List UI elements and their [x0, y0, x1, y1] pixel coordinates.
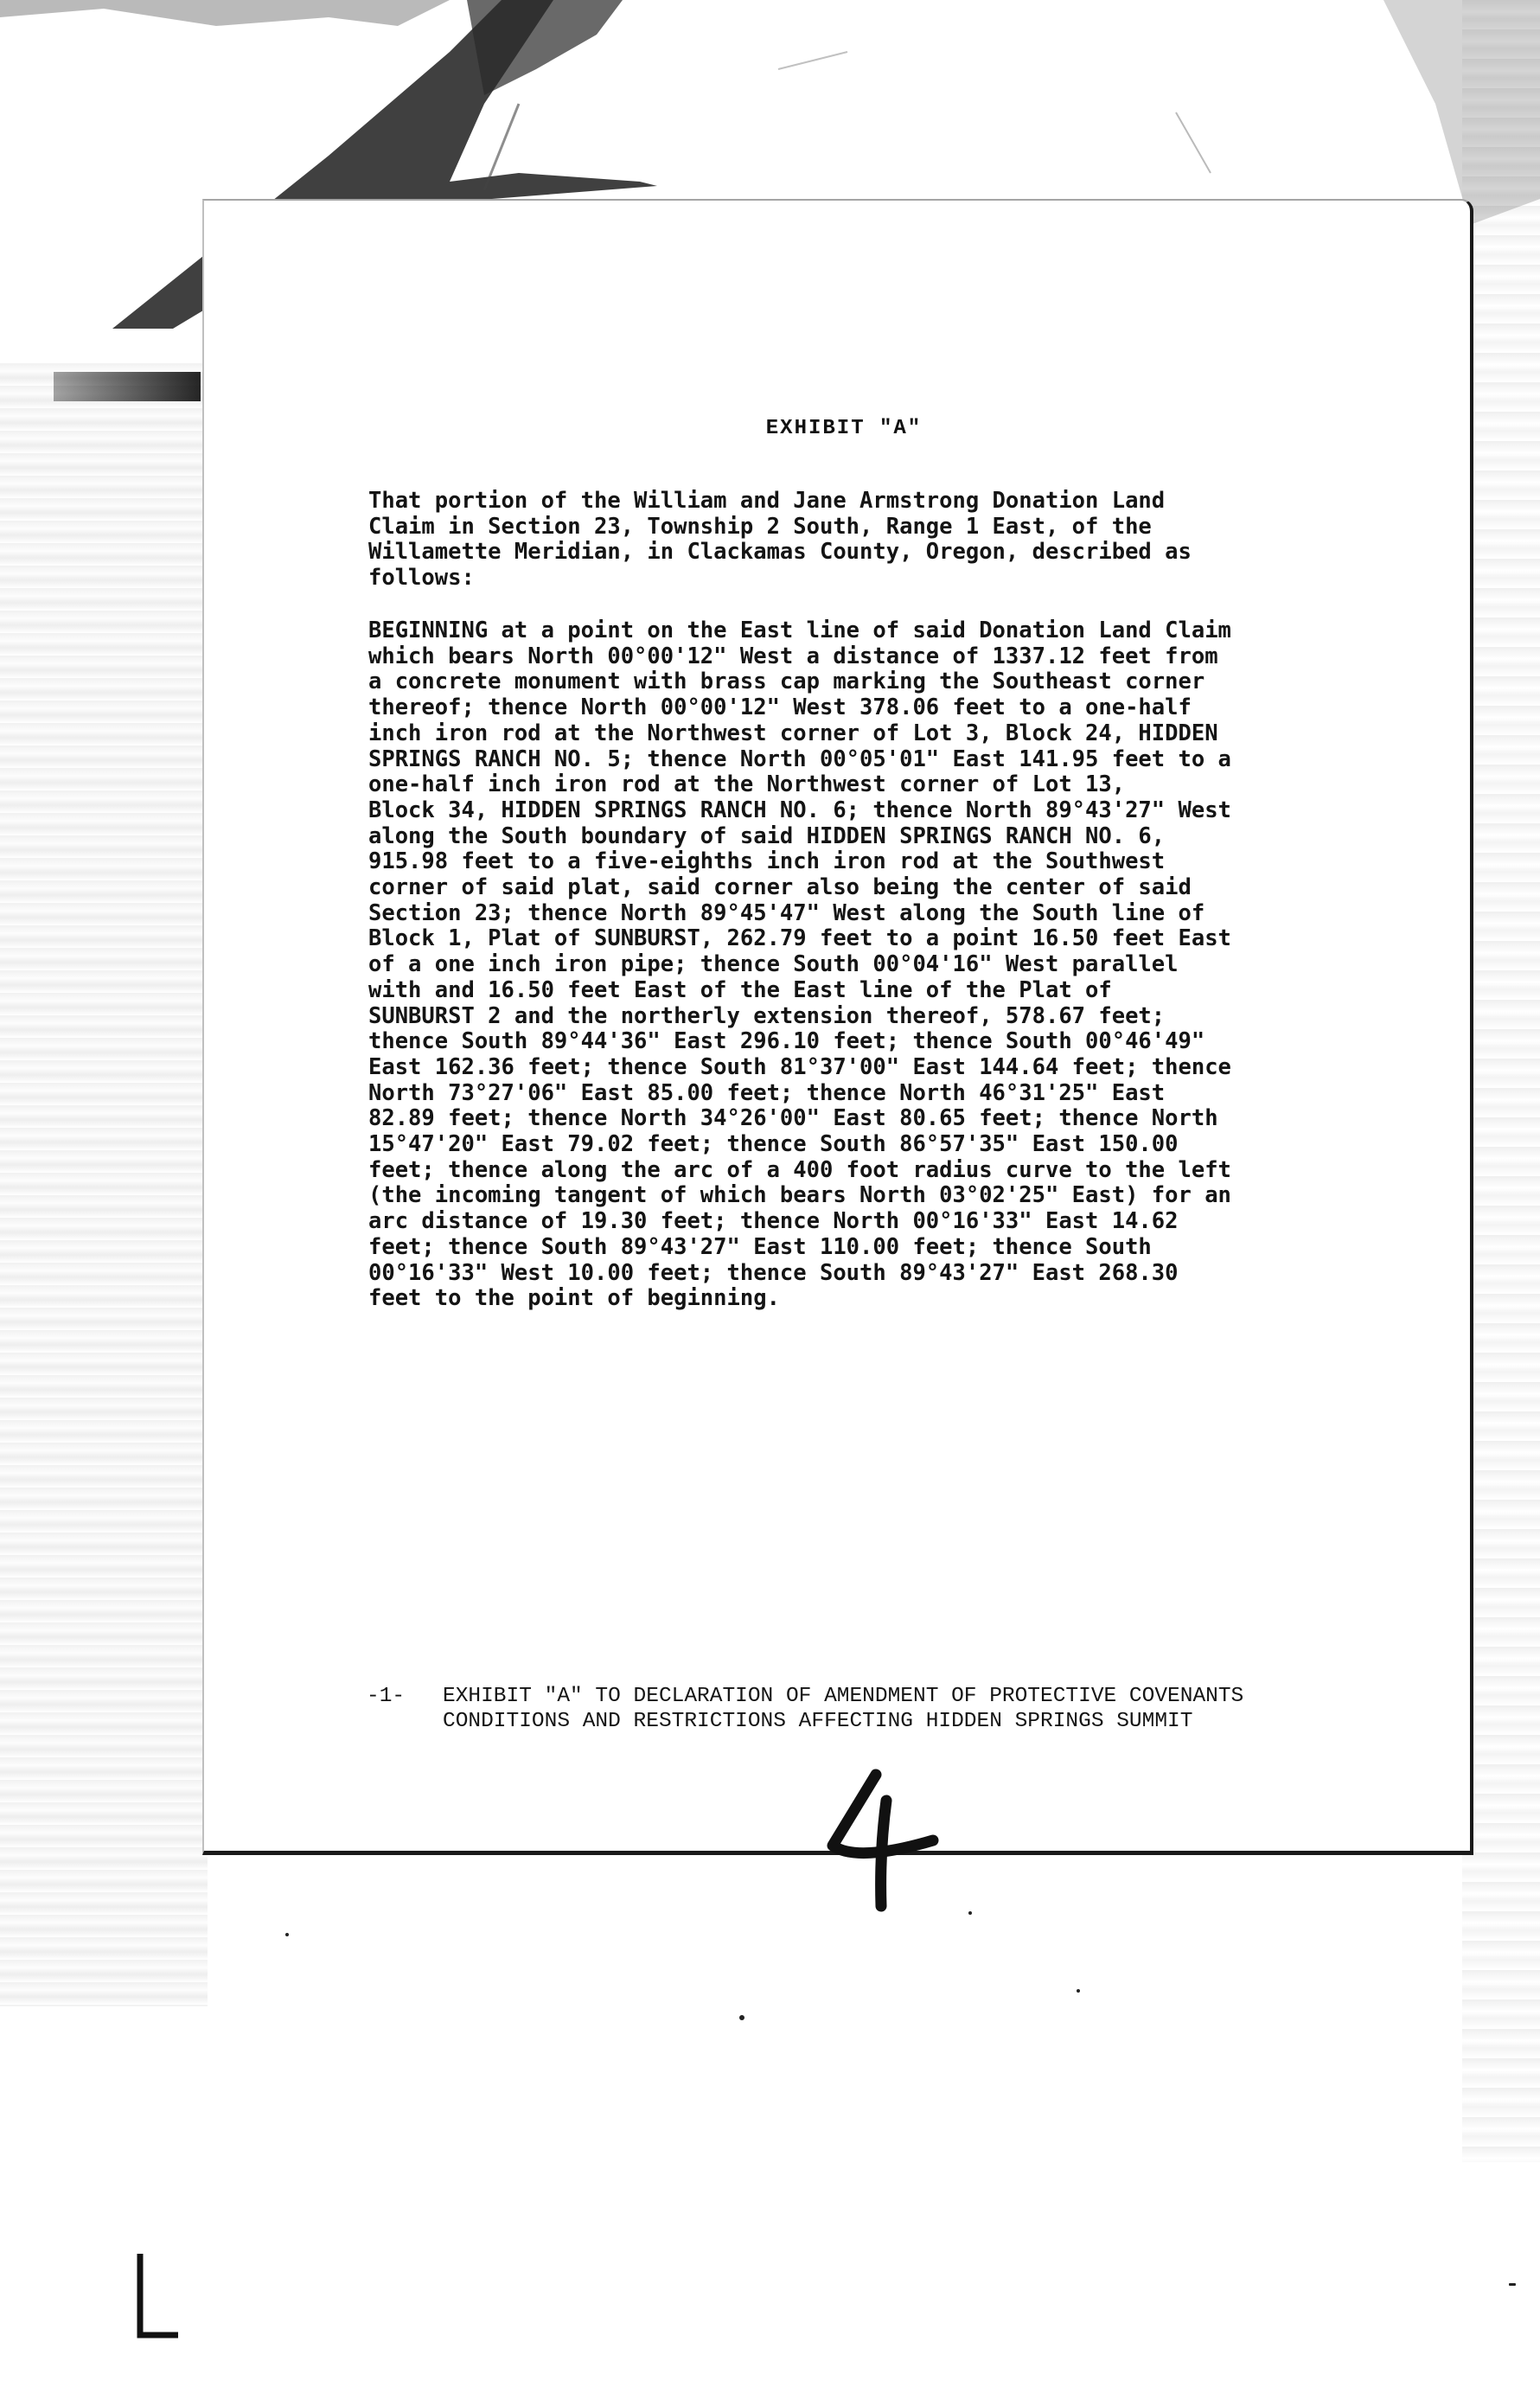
body-line: 15°47'20" East 79.02 feet; thence South 86°57'35" East 150.00 — [368, 1131, 1179, 1158]
exhibit-title: EXHIBIT "A" — [765, 417, 923, 440]
intro-paragraph — [368, 489, 1458, 592]
body-line: one-half inch iron rod at the Northwest corner of Lot 13, — [368, 771, 1126, 798]
legal-description-paragraph — [368, 618, 1458, 1312]
scan-speck — [968, 1911, 972, 1915]
scan-speck — [285, 1933, 289, 1936]
body-line: SUNBURST 2 and the northerly extension thereof, 578.67 feet; — [368, 1002, 1166, 1029]
body-line: feet; thence along the arc of a 400 foot radius curve to the left — [368, 1156, 1231, 1183]
scan-binding-bar — [54, 372, 201, 401]
scan-shadow-right — [1462, 0, 1540, 2162]
corner-bracket-mark — [130, 2249, 182, 2344]
body-line: a concrete monument with brass cap marking the Southeast corner — [368, 669, 1205, 695]
body-line: corner of said plat, said corner also being the center of said — [368, 874, 1192, 901]
body-line: arc distance of 19.30 feet; thence North 00°16'33" East 14.62 — [368, 1208, 1179, 1235]
scan-speck — [739, 2015, 744, 2020]
intro-line: Claim in Section 23, Township 2 South, Range 1 East, of the — [368, 513, 1152, 540]
body-line: thereof; thence North 00°00'12" West 378.06 feet to a one-half — [368, 694, 1192, 721]
body-line: Block 34, HIDDEN SPRINGS RANCH NO. 6; thence North 89°43'27" West — [368, 797, 1231, 823]
scan-speck — [1077, 1989, 1080, 1993]
body-line: 00°16'33" West 10.00 feet; thence South 89°43'27" East 268.30 — [368, 1259, 1179, 1286]
body-line: thence South 89°44'36" East 296.10 feet; thence South 00°46'49" — [368, 1028, 1205, 1055]
intro-line: That portion of the William and Jane Armstrong Donation Land — [368, 488, 1166, 514]
handwritten-page-mark — [822, 1766, 943, 1913]
body-line: feet; thence South 89°43'27" East 110.00 feet; thence South — [368, 1233, 1152, 1260]
body-line: North 73°27'06" East 85.00 feet; thence North 46°31'25" East — [368, 1079, 1166, 1106]
footer-caption-line: CONDITIONS AND RESTRICTIONS AFFECTING HIDDEN SPRINGS SUMMIT — [443, 1710, 1193, 1733]
body-line: feet to the point of beginning. — [368, 1285, 780, 1312]
body-line: 915.98 feet to a five-eighths inch iron rod at the Southwest — [368, 848, 1166, 875]
scan-shadow-left — [0, 363, 208, 2006]
body-line: BEGINNING at a point on the East line of said Donation Land Claim — [368, 617, 1231, 643]
footer-caption — [443, 1684, 1243, 1734]
body-line: East 162.36 feet; thence South 81°37'00" East 144.64 feet; thence — [368, 1053, 1231, 1080]
body-line: Block 1, Plat of SUNBURST, 262.79 feet to a point 16.50 feet East — [368, 925, 1231, 952]
body-line: inch iron rod at the Northwest corner of Lot 3, Block 24, HIDDEN — [368, 720, 1218, 746]
body-line: along the South boundary of said HIDDEN SPRINGS RANCH NO. 6, — [368, 822, 1166, 849]
document-page — [202, 199, 1473, 1855]
intro-line: follows: — [368, 565, 475, 592]
body-line: SPRINGS RANCH NO. 5; thence North 00°05'01" East 141.95 feet to a — [368, 745, 1231, 772]
body-line: (the incoming tangent of which bears North 03°02'25" East) for an — [368, 1182, 1231, 1209]
intro-line: Willamette Meridian, in Clackamas County, Oregon, described as — [368, 539, 1192, 566]
body-line: which bears North 00°00'12" West a distance of 1337.12 feet from — [368, 643, 1218, 669]
body-line: Section 23; thence North 89°45'47" West along the South line of — [368, 899, 1205, 926]
body-line: of a one inch iron pipe; thence South 00°04'16" West parallel — [368, 951, 1179, 978]
body-line: with and 16.50 feet East of the East line of the Plat of — [368, 976, 1112, 1003]
page-number: -1- — [367, 1685, 406, 1708]
body-line: 82.89 feet; thence North 34°26'00" East 80.65 feet; thence North — [368, 1105, 1218, 1132]
scan-speck — [1509, 2283, 1516, 2286]
footer-caption-line: EXHIBIT "A" TO DECLARATION OF AMENDMENT OF PROTECTIVE COVENANTS — [443, 1685, 1244, 1708]
